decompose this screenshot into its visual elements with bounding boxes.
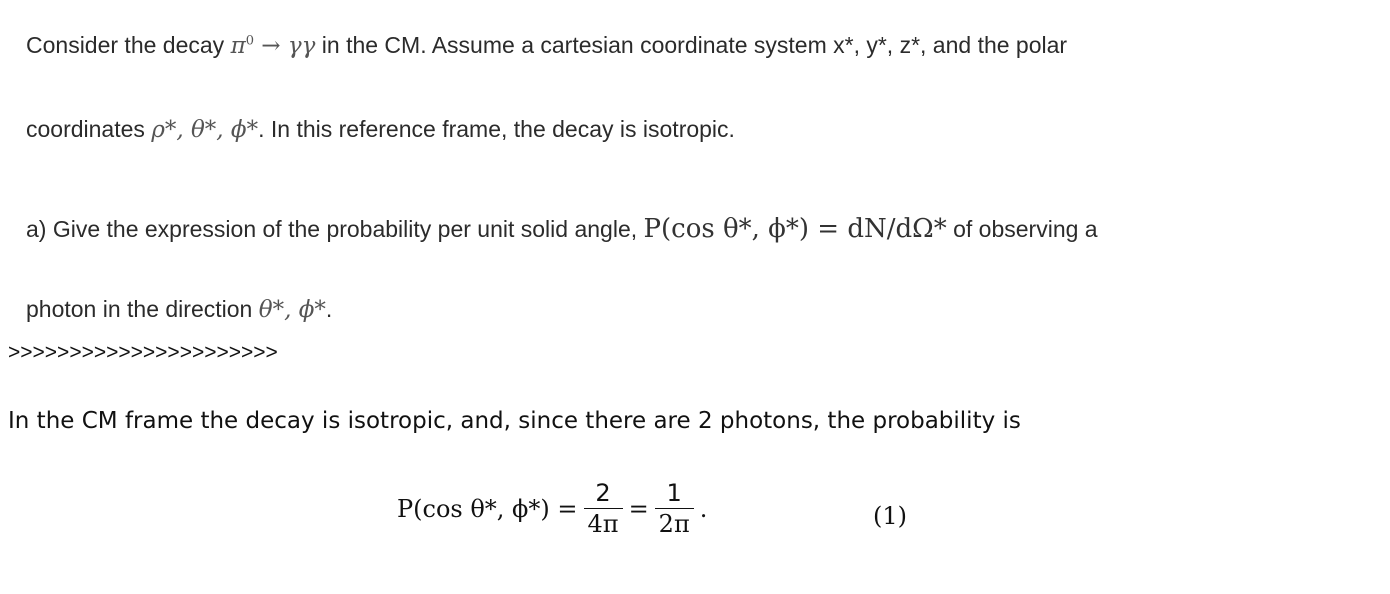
equation-period: . <box>699 494 708 523</box>
fraction-1-numerator: 2 <box>595 479 611 507</box>
problem-line-3-text-b: of observing a <box>946 216 1098 242</box>
equation-lhs: P(cos θ*, ϕ*) = <box>397 494 578 523</box>
separator: >>>>>>>>>>>>>>>>>>>>>> <box>8 341 278 364</box>
problem-line-3-text-a: a) Give the expression of the probability per unit solid angle, <box>26 216 644 242</box>
problem-line-3 <box>26 214 1098 244</box>
problem-line-4 <box>26 296 332 323</box>
problem-line-1-text-b: in the CM. Assume a cartesian coordinate system x*, y*, z*, and the polar <box>315 32 1068 58</box>
equation-number: (1) <box>873 502 907 530</box>
direction-angles: θ*, ϕ* <box>258 297 326 323</box>
equation <box>397 478 707 539</box>
pi-superscript: 0 <box>245 33 254 49</box>
problem-line-1-text-a: Consider the decay <box>26 32 231 58</box>
polar-coordinates: ρ*, θ*, ϕ* <box>151 117 259 143</box>
problem-line-4-text-b: . <box>325 296 333 322</box>
solution-text: In the CM frame the decay is isotropic, and, since there are 2 photons, the probability is <box>8 408 1021 434</box>
fraction-2-denominator: 2π <box>658 510 690 538</box>
probability-expression: P(cos θ*, ϕ*) = dN/dΩ* <box>643 214 947 244</box>
gamma-gamma: γγ <box>287 33 316 59</box>
problem-line-1 <box>26 32 1067 59</box>
pi-symbol: π <box>230 33 246 59</box>
fraction-2-numerator: 1 <box>666 479 682 507</box>
fraction-1 <box>584 478 623 539</box>
problem-line-4-text-a: photon in the direction <box>26 296 259 322</box>
decay-arrow: → <box>253 33 288 59</box>
fraction-1-denominator: 4π <box>587 510 619 538</box>
problem-line-2 <box>26 116 735 143</box>
equation-equals: = <box>628 494 649 523</box>
problem-line-2-text-a: coordinates <box>26 116 152 142</box>
problem-line-2-text-b: . In this reference frame, the decay is isotropic. <box>258 116 735 142</box>
fraction-2 <box>655 478 694 539</box>
